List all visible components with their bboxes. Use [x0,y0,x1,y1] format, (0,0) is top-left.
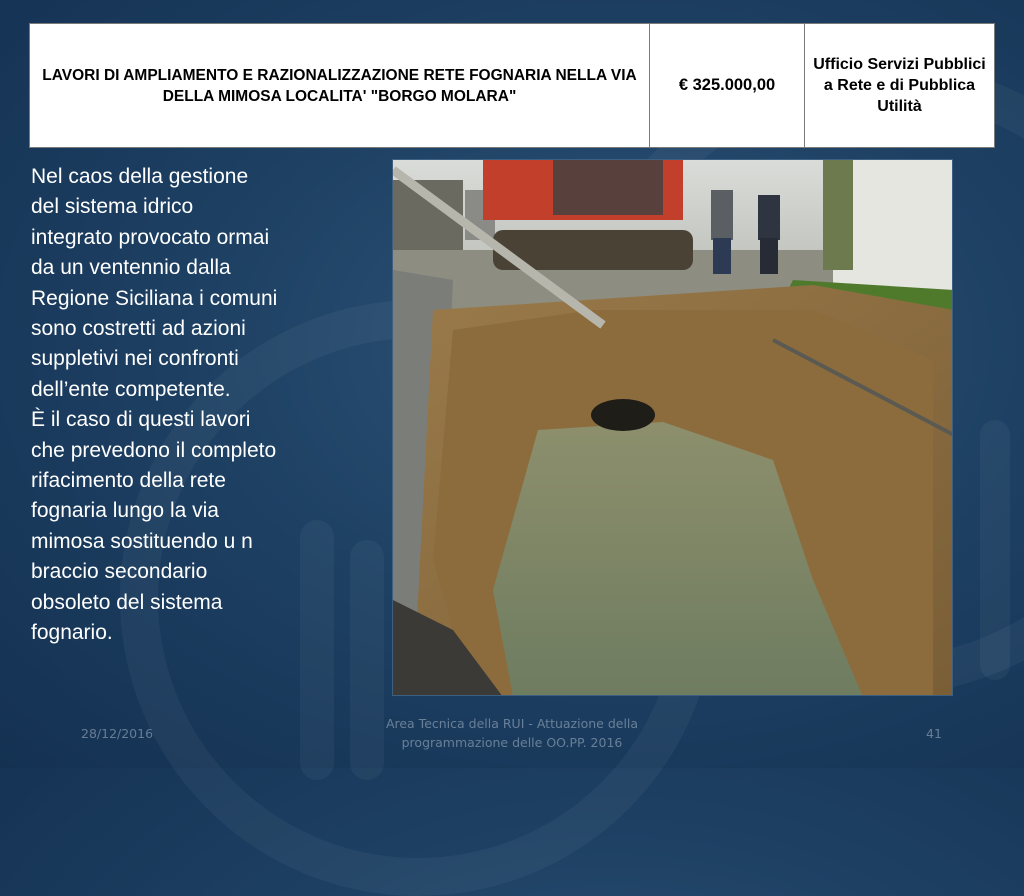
footer-caption-line: programmazione delle OO.PP. 2016 [401,735,623,750]
description-text [31,162,371,649]
description-line: integrato provocato ormai [31,225,270,249]
description-line: suppletivi nei confronti [31,347,239,371]
description-line: Regione Siciliana i comuni [31,286,278,310]
description-line: È il caso di questi lavori [31,408,251,432]
background-bar-decoration [980,420,1010,680]
description-line: sono costretti ad azioni [31,317,246,341]
description-line: fognaria lungo la via [31,499,219,523]
description-line: del sistema idrico [31,195,194,219]
description-line: rifacimento della rete [31,469,226,493]
description-line: obsoleto del sistema [31,590,223,614]
page-number: 41 [926,726,942,741]
description-line: da un ventennio dalla [31,256,231,280]
responsible-office: Ufficio Servizi Pubblici a Rete e di Pubblica Utilità [813,56,986,115]
project-header-table [29,23,995,148]
description-line: fognario. [31,621,113,645]
excavation-photo-illustration [393,160,953,696]
project-title: LAVORI DI AMPLIAMENTO E RAZIONALIZZAZIONE RETE FOGNARIA NELLA VIA DELLA MIMOSA LOCALITA' "BORGO MOLARA" [30,24,650,147]
excavation-photo [392,159,953,696]
footer-caption [352,714,672,752]
description-line: che prevedono il completo [31,438,277,462]
description-line: dell’ente competente. [31,377,231,401]
description-line: mimosa sostituendo u n [31,529,253,553]
footer-caption-line: Area Tecnica della RUI - Attuazione della [385,716,639,731]
project-amount: € 325.000,00 [650,24,805,147]
description-line: Nel caos della gestione [31,165,249,188]
description-line: braccio secondario [31,560,208,584]
footer-date: 28/12/2016 [81,726,154,741]
